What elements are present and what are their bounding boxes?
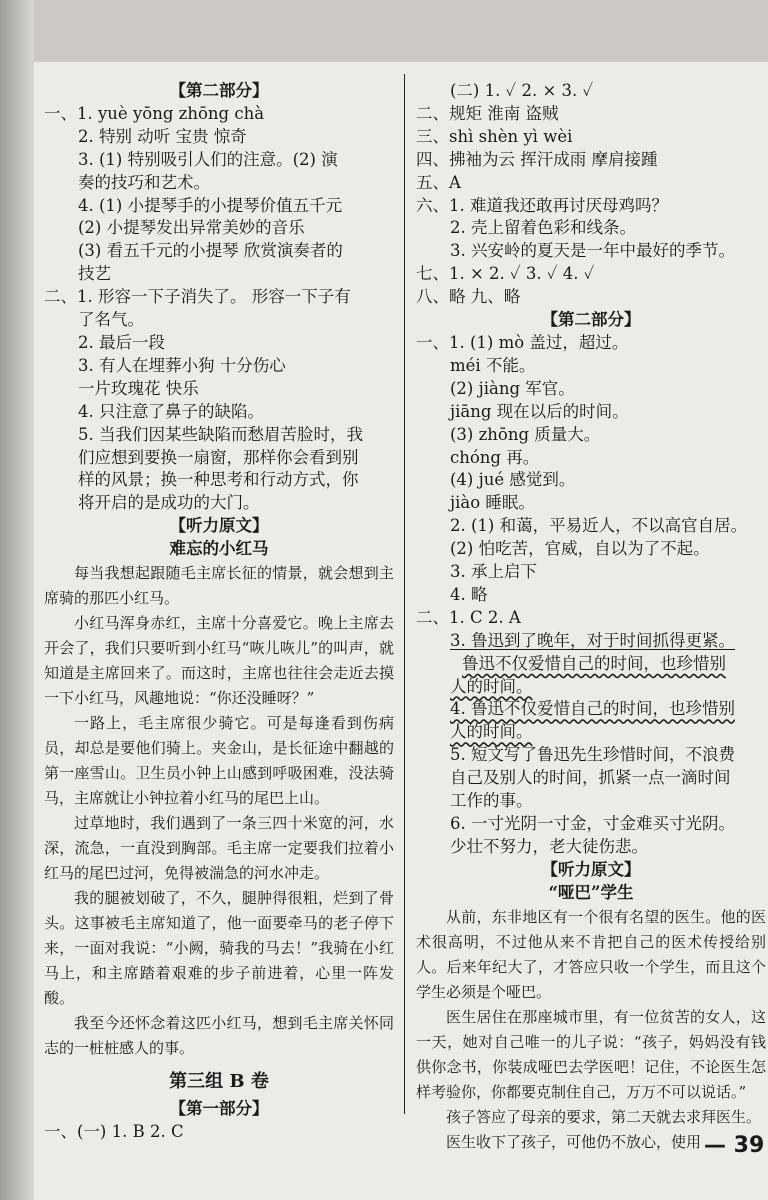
listening-title: 【听力原文】 (541, 859, 641, 879)
answer-line: 2. 最后一段 (78, 332, 165, 352)
answer-line: 3. (1) 特别吸引人们的注意。(2) 演 (78, 149, 338, 169)
wavy-underlined-text: 人的时间。 (450, 722, 533, 742)
answer-line: (3) 看五千元的小提琴 欣赏演奏者的 (78, 241, 343, 261)
book-binding (0, 0, 34, 1200)
answer-line: 一、(一) 1. B 2. C (44, 1121, 184, 1141)
answer-line: 了名气。 (78, 310, 144, 330)
answer-line: 四、拂袖为云 挥汗成雨 摩肩接踵 (416, 149, 658, 169)
underlined-text: 3. 鲁迅到了晚年，对于时间抓得更紧。 (450, 630, 735, 650)
answer-line: 一、1. (1) mò 盖过，超过。 (416, 332, 629, 352)
answer-line: 工作的事。 (450, 791, 533, 811)
answer-line: (二) 1. ✓ 2. × 3. ✓ (450, 81, 594, 100)
answer-line: 5. 短文写了鲁迅先生珍惜时间，不浪费 (450, 745, 735, 765)
story-paragraph: 医生收下了孩子，可他仍不放心，使用 (446, 1132, 702, 1151)
story-paragraph: 医生居住在那座城市里，有一位贫苦的女人，这一天，她对自己唯一的儿子说：“孩子，妈妈没有钱供你念书，你装成哑巴去学医吧！记住，不论医生怎样考验你，你都要克制住自己，万万不可以说话。” (416, 1007, 766, 1101)
answer-line: 一片玫瑰花 快乐 (78, 378, 199, 398)
answer-line: 二、1. C 2. A (416, 607, 521, 627)
left-column (44, 80, 394, 1144)
story-paragraph: 从前，东非地区有一个很有名望的医生。他的医术很高明，不过他从来不肯把自己的医术传授给别人。后来年纪大了，才答应只收一个学生，而且这个学生必须是个哑巴。 (416, 907, 766, 1001)
answer-line: jiāng 现在以后的时间。 (450, 401, 629, 421)
answer-line: 2. 特别 动听 宝贵 惊奇 (78, 126, 247, 146)
answer-line (416, 698, 766, 721)
wavy-underlined-text: 人的时间。 (450, 676, 533, 696)
answer-line: 4. 只注意了鼻子的缺陷。 (78, 401, 264, 421)
section-title: 【第二部分】 (169, 81, 269, 100)
section-title: 【第一部分】 (169, 1098, 269, 1118)
story-paragraph: 一路上，毛主席很少骑它。可是每逢看到伤病员，却总是要他们骑上。夹金山，是长征途中翻越的第一座雪山。卫生员小钟上山感到呼吸困难，没法骑马，主席就让小钟拉着小红马的尾巴上山。 (44, 714, 394, 808)
answer-line: 样的风景；换一种思考和行动方式，你 (78, 470, 359, 490)
wavy-underlined-text: 4. 鲁迅不仅爱惜自己的时间，也珍惜别 (450, 699, 735, 719)
answer-line: 将开启的是成功的大门。 (78, 493, 260, 513)
answer-line: 2. 壳上留着色彩和线条。 (450, 218, 636, 238)
answer-line: 八、略 九、略 (416, 287, 521, 307)
answer-line: 六、1. 难道我还敢再讨厌母鸡吗？ (416, 195, 668, 215)
story-paragraph: 我的腿被划破了，不久，腿肿得很粗，烂到了骨头。这事被毛主席知道了，他一面要牵马的老子停下来，一面对我说：“小阙，骑我的马去！”我骑在小红马上，和主席踏着艰难的步子前进着，心里一阵发酸。 (44, 889, 394, 1008)
answer-line: 4. 略 (450, 584, 488, 604)
story-paragraph: 小红马浑身赤红，主席十分喜爱它。晚上主席去开会了，我们只要听到小红马“咴儿咴儿”的叫声，就知道是主席回来了。而这时，主席也往往会走近去摸一下小红马，风趣地说：“你还没睡呀？” (44, 614, 394, 708)
answer-line (416, 653, 766, 676)
answer-line: 二、1. 形容一下子消失了。 形容一下子有 (44, 287, 351, 307)
answer-line: 技艺 (78, 264, 111, 284)
answer-line: 自己及别人的时间，抓紧一点一滴时间 (450, 768, 731, 788)
answer-line: 6. 一寸光阴一寸金，寸金难买寸光阴。 (450, 814, 735, 833)
listening-title: 【听力原文】 (169, 516, 269, 536)
answer-line: chóng 再。 (450, 447, 540, 467)
section-title: 【第二部分】 (541, 310, 641, 330)
answer-line: (2) 怕吃苦，官威，自以为了不起。 (450, 539, 710, 559)
answer-line (416, 721, 766, 744)
answer-line: 七、1. × 2. ✓ 3. ✓ 4. ✓ (416, 264, 595, 284)
answer-line: (2) 小提琴发出异常美妙的音乐 (78, 218, 305, 238)
group-title: 第三组 B 卷 (169, 1071, 269, 1093)
story-paragraph: 孩子答应了母亲的要求，第二天就去求拜医生。 (446, 1107, 762, 1126)
right-column (416, 80, 766, 1155)
answer-line: 3. 有人在埋葬小狗 十分伤心 (78, 355, 286, 375)
wavy-underlined-text: 鲁迅不仅爱惜自己的时间，也珍惜别 (462, 653, 726, 673)
story-title: “哑巴”学生 (548, 882, 634, 902)
answer-line (416, 676, 766, 699)
answer-line: méi 不能。 (450, 355, 536, 375)
answer-line: 少壮不努力，老大徒伤悲。 (450, 836, 648, 856)
answer-line: 们应想到要换一扇窗，那样你会看到别 (78, 447, 359, 467)
answer-line: 二、规矩 淮南 盗贼 (416, 103, 559, 123)
story-paragraph: 我至今还怀念着这匹小红马，想到毛主席关怀同志的一桩桩感人的事。 (44, 1014, 394, 1058)
page-number: — 39 (704, 1133, 765, 1158)
answer-line: (3) zhōng 质量大。 (450, 424, 601, 444)
answer-line: 五、A (416, 172, 461, 192)
answer-line: 一、1. yuè yōng zhōng chà (44, 103, 265, 123)
column-divider (404, 74, 405, 1114)
answer-line: (4) jué 感觉到。 (450, 470, 576, 490)
answer-line: 4. (1) 小提琴手的小提琴价值五千元 (78, 195, 343, 215)
answer-line: 3. 兴安岭的夏天是一年中最好的季节。 (450, 241, 735, 261)
answer-line: jiào 睡眠。 (450, 493, 535, 513)
answer-line: 三、shì shèn yì wèi (416, 126, 573, 146)
story-title: 难忘的小红马 (169, 539, 269, 559)
story-paragraph: 每当我想起跟随毛主席长征的情景，就会想到主席骑的那匹小红马。 (44, 564, 394, 608)
answer-line (416, 630, 766, 653)
answer-line: 2. (1) 和蔼，平易近人，不以高官自居。 (450, 516, 748, 536)
story-paragraph: 过草地时，我们遇到了一条三四十米宽的河，水深，流急，一直没到胸部。毛主席一定要我们拉着小红马的尾巴过河，免得被湍急的河水冲走。 (44, 814, 394, 883)
answer-line: 奏的技巧和艺术。 (78, 172, 210, 192)
answer-line: (2) jiàng 军官。 (450, 378, 575, 398)
answer-line: 5. 当我们因某些缺陷而愁眉苦脸时，我 (78, 424, 363, 444)
answer-line: 3. 承上启下 (450, 562, 537, 582)
